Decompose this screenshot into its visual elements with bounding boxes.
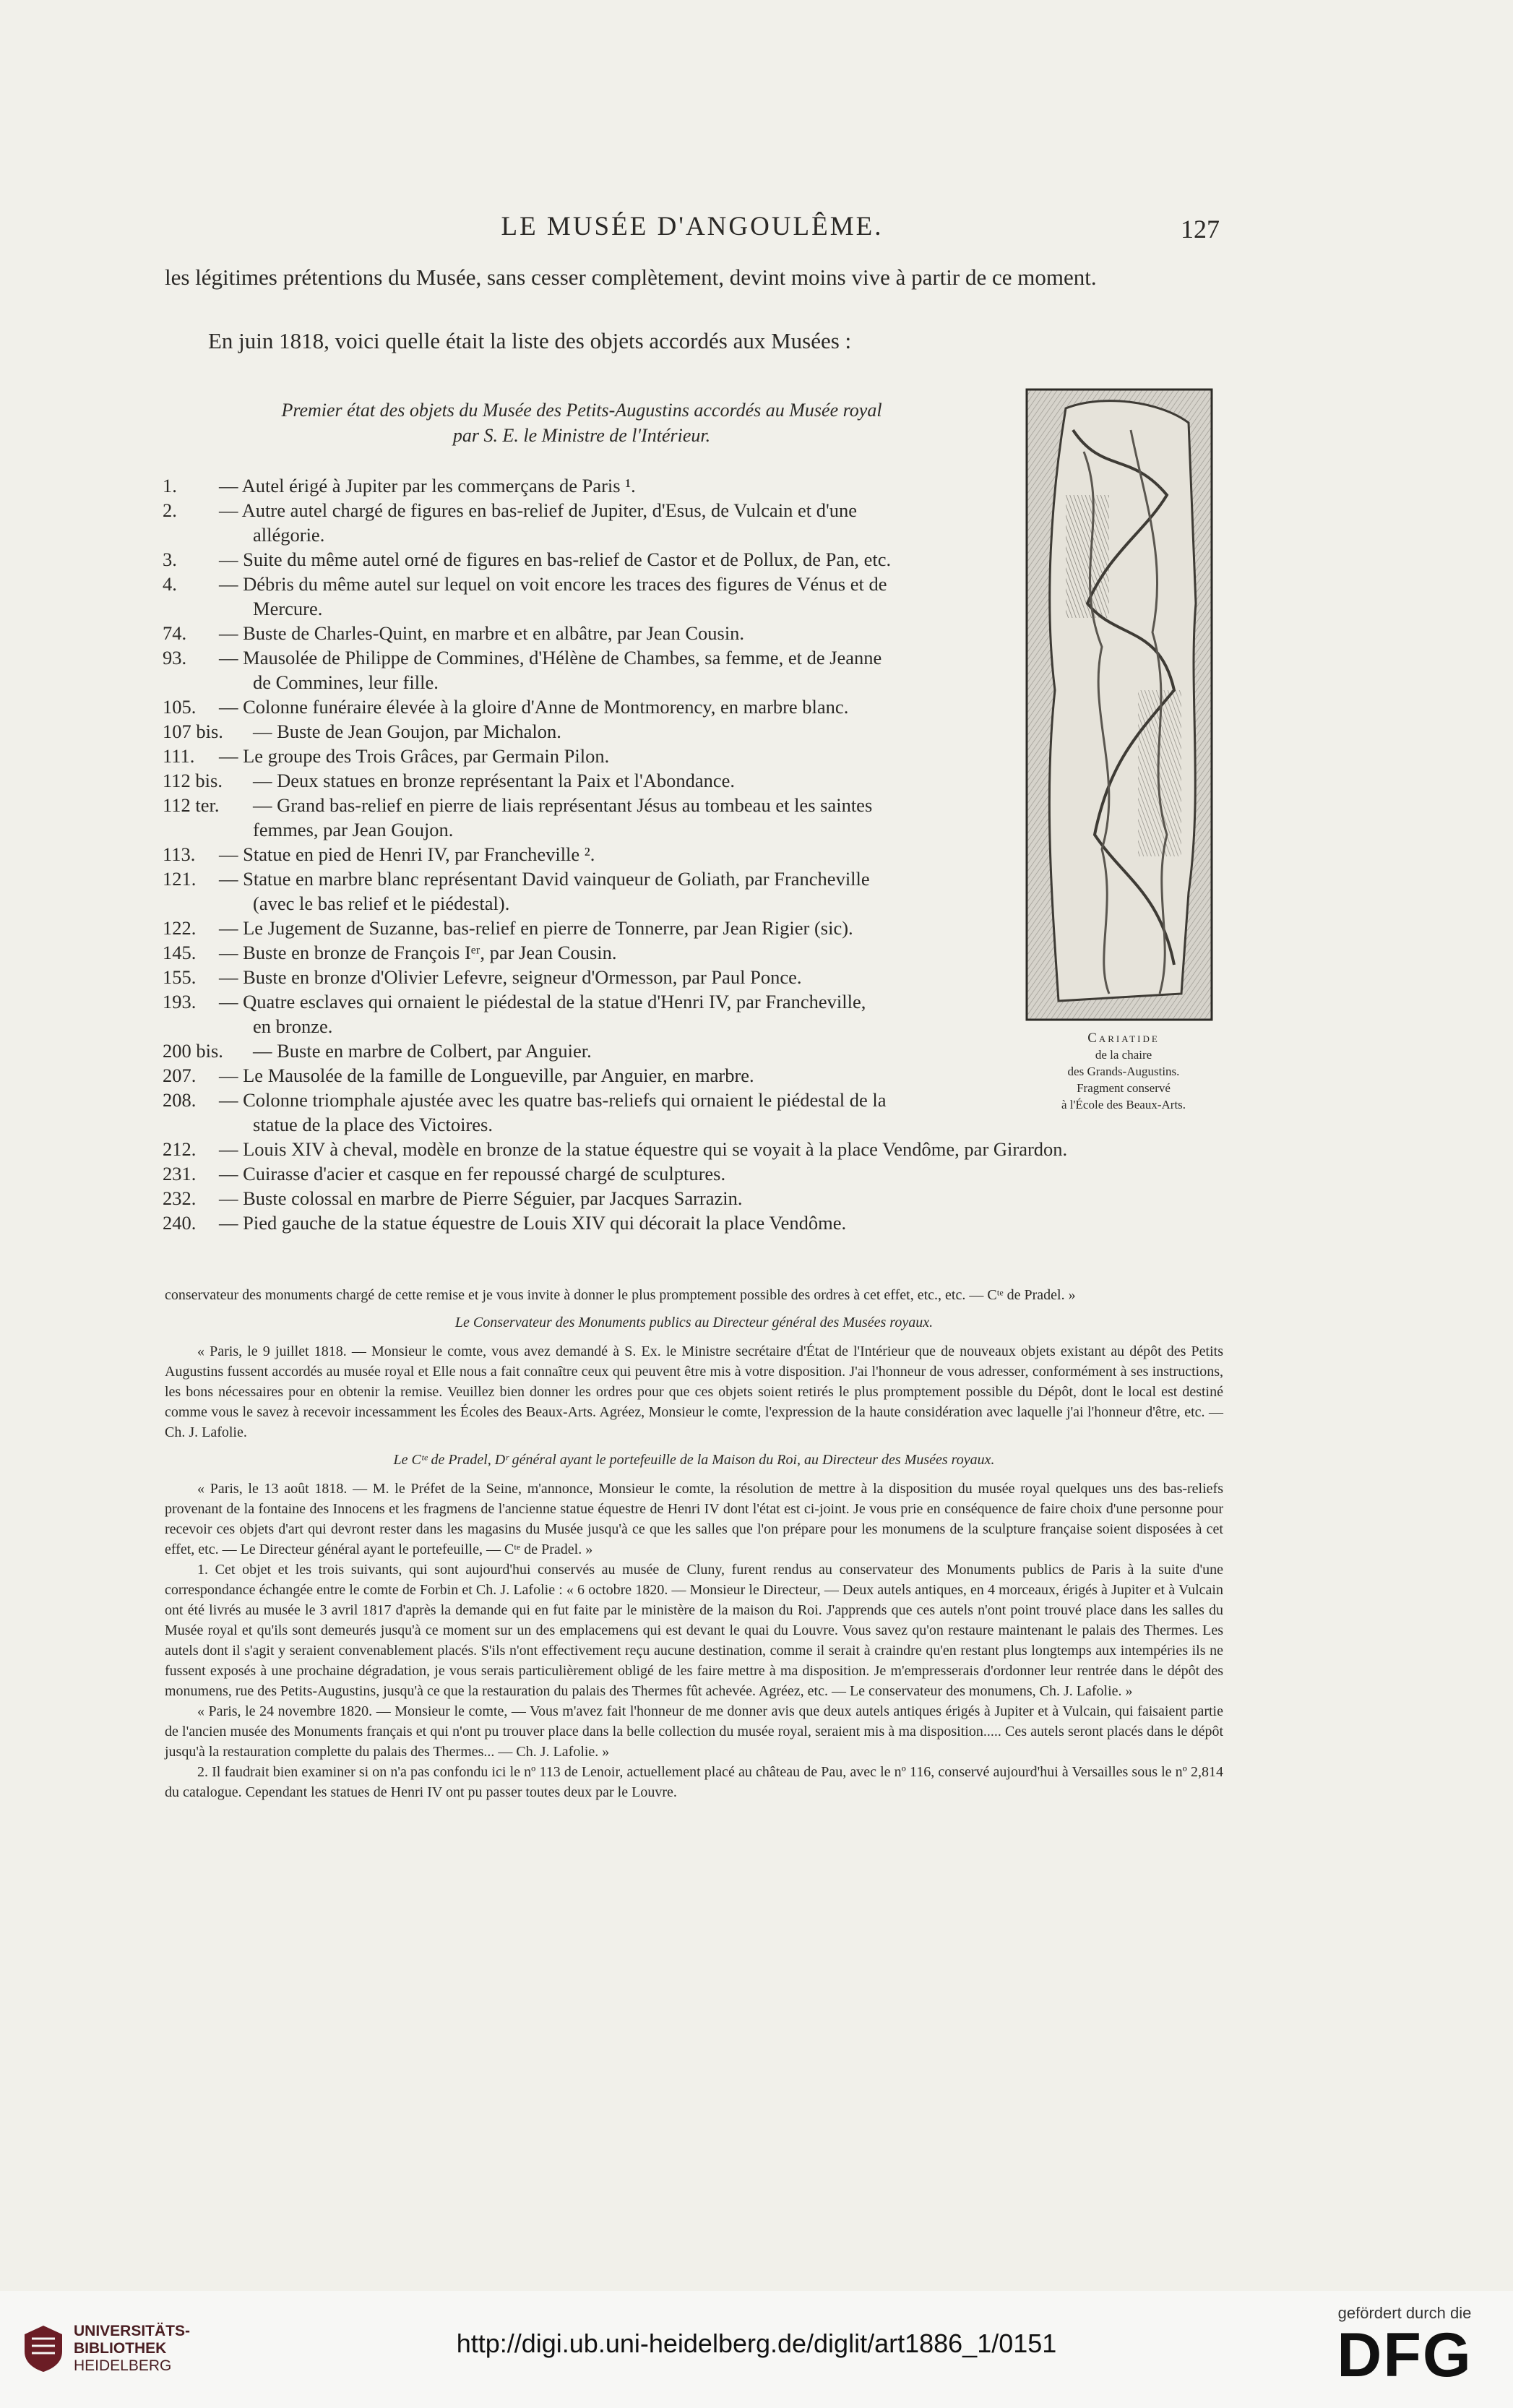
letter-heading-1: Le Conservateur des Monuments publics au Directeur général des Musées royaux. <box>454 1315 934 1330</box>
footnote-1: 1. Cet objet et les trois suivants, qui sont aujourd'hui conservés au musée de Cluny, furent rendus au conservateur des Monuments publics de Paris à la suite d'une correspondance échangée entre le comte de Forbin et Ch. J. Lafolie : « 6 octobre 1820. — Monsieur le Directeur, — Deux autels antiques, en 4 morceaux, érigés à Jupiter et à Vulcain ont été livrés au musée le 3 avril 1817 d'après la demande qui en fut faite par le ministère de la maison du Roi. J'apprends que ces autels n'ont point trouvé place dans les salles du Musée royal et qu'ils sont demeurés jusqu'à ce moment sur un des emplacemens qui est devant le quai du Louvre. Vous savez qu'on restaure maintenant le palais des Thermes. Les autels dont il s'agit y seraient convenablement placés. S'ils n'ont effectivement reçu aucune destination, comme il serait à craindre qu'en restant plus longtemps aux intempéries ils ne fussent exposés à une prochaine dégradation, je vous serais particulièrement obligé de les faire mettre à ma disposition. Je m'empresserais d'ordonner leur rentrée dans le dépôt des monumens, rue des Petits-Augustins, jusqu'à ce que la restauration du palais des Thermes fût achevée. Agréez, etc. — Le conservateur des monumens, Ch. J. Lafolie. » <box>165 1562 1223 1699</box>
item-number: 200 bis. <box>163 1040 223 1062</box>
permalink-url[interactable]: http://digi.ub.uni-heidelberg.de/diglit/art1886_1/0151 <box>456 2329 1057 2358</box>
item-number: 212. <box>163 1138 197 1160</box>
item-text: — Buste colossal en marbre de Pierre Séguier, par Jacques Sarrazin. <box>219 1187 743 1209</box>
item-text: — Le groupe des Trois Grâces, par Germain Pilon. <box>219 745 610 767</box>
item-text: — Buste de Jean Goujon, par Michalon. <box>253 721 561 742</box>
item-text: — Débris du même autel sur lequel on voit encore les traces des figures de Vénus et de <box>219 573 887 595</box>
figure-caption-line-2: des Grands-Augustins. <box>1067 1065 1180 1078</box>
item-text: — Cuirasse d'acier et casque en fer repoussé chargé de sculptures. <box>219 1163 726 1184</box>
item-number: 240. <box>163 1212 197 1234</box>
item-number: 1. <box>163 475 177 496</box>
library-name-line-2: BIBLIOTHEK <box>74 2340 167 2357</box>
item-number: 113. <box>163 843 196 865</box>
item-text: — Suite du même autel orné de figures en bas-relief de Castor et de Pollux, de Pan, etc. <box>219 549 892 570</box>
item-text: — Buste en bronze d'Olivier Lefevre, seigneur d'Ormesson, par Paul Ponce. <box>219 966 802 988</box>
item-number: 231. <box>163 1163 197 1184</box>
item-number: 208. <box>163 1089 197 1111</box>
item-text: — Pied gauche de la statue équestre de Louis XIV qui décorait la place Vendôme. <box>219 1212 847 1234</box>
item-text: — Autel érigé à Jupiter par les commerçans de Paris ¹. <box>219 475 636 496</box>
item-text: — Louis XIV à cheval, modèle en bronze de la statue équestre qui se voyait à la place Vendôme, par Girardon. <box>219 1138 1068 1160</box>
item-number: 122. <box>163 917 197 939</box>
item-number: 105. <box>163 696 197 718</box>
footnote-2: 2. Il faudrait bien examiner si on n'a pas confondu ici le nº 113 de Lenoir, actuellement placé au château de Pau, avec le nº 116, conservé aujourd'hui à Versailles sous le nº 2,814 du catalogue. Cependant les statues de Henri IV ont pu passer toutes deux par le Louvre. <box>165 1764 1223 1800</box>
library-name-line-3: HEIDELBERG <box>74 2357 172 2374</box>
item-number: 74. <box>163 622 187 644</box>
viewer-footer <box>0 2291 1513 2408</box>
item-text-continuation: (avec le bas relief et le piédestal). <box>253 893 510 914</box>
footnotes <box>165 1285 1223 1802</box>
item-text: — Buste de Charles-Quint, en marbre et en albâtre, par Jean Cousin. <box>219 622 745 644</box>
figure-caption-line-3: Fragment conservé <box>1077 1081 1171 1095</box>
item-text: — Deux statues en bronze représentant la Paix et l'Abondance. <box>253 770 736 791</box>
list-item <box>163 1211 1225 1235</box>
intro-paragraph-1: les légitimes prétentions du Musée, sans cesser complètement, devint moins vive à partir de ce moment. <box>165 265 1097 290</box>
item-text: — Grand bas-relief en pierre de liais représentant Jésus au tombeau et les saintes <box>253 794 873 816</box>
item-text-continuation: en bronze. <box>253 1015 333 1037</box>
item-number: 121. <box>163 868 197 890</box>
list-item <box>163 1161 1225 1186</box>
item-number: 155. <box>163 966 197 988</box>
item-number: 207. <box>163 1065 197 1086</box>
letter-2: « Paris, le 13 août 1818. — M. le Préfet de la Seine, m'annonce, Monsieur le comte, la résolution de mettre à la disposition du musée royal quelques uns des bas-reliefs provenant de la fontaine des Innocens et les fragmens de l'ancienne statue équestre de Henri IV dont l'état est ci-joint. Je vous prie en conséquence de faire choix d'une personne pour recevoir ces objets d'art qui devront rester dans les magasins du Musée jusqu'à ce que les salles que l'on prépare pour les monumens de la sculpture française soient disposées à cet effet, etc. — Le Directeur général ayant le portefeuille, — Cᵗᵉ de Pradel. » <box>165 1481 1223 1557</box>
note-continuation: conservateur des monuments chargé de cette remise et je vous invite à donner le plus promptement possible des ordres à cet effet, etc., etc. — Cᵗᵉ de Pradel. » <box>165 1287 1076 1303</box>
list-caption-line-2: par S. E. le Ministre de l'Intérieur. <box>452 425 711 446</box>
item-number: 107 bis. <box>163 721 223 742</box>
item-number: 111. <box>163 745 195 767</box>
item-text: — Autre autel chargé de figures en bas-relief de Jupiter, d'Esus, de Vulcain et d'une <box>219 499 858 521</box>
item-number: 112 bis. <box>163 770 223 791</box>
item-text-continuation: femmes, par Jean Goujon. <box>253 819 454 840</box>
footnote-1-letter: « Paris, le 24 novembre 1820. — Monsieur le comte, — Vous m'avez fait l'honneur de me donner avis que deux autels antiques érigés à Jupiter et à Vulcain, qui faisaient partie de l'ancien musée des Monuments français et qui n'ont pu trouver place dans la belle collection du musée royal, seraient mis à ma disposition..... Ces autels seront placés dans le dépôt jusqu'à la restauration complette du palais des Thermes... — Ch. J. Lafolie. » <box>165 1703 1223 1760</box>
item-text: — Buste en marbre de Colbert, par Anguier. <box>253 1040 592 1062</box>
list-caption-line-1: Premier état des objets du Musée des Petits-Augustins accordés au Musée royal <box>281 400 882 421</box>
figure-caption-title: Cariatide <box>1087 1031 1160 1046</box>
caryatid-engraving <box>1022 387 1216 1023</box>
intro-paragraph-2: En juin 1818, voici quelle était la liste des objets accordés aux Musées : <box>208 328 852 353</box>
item-text: — Colonne funéraire élevée à la gloire d'Anne de Montmorency, en marbre blanc. <box>219 696 849 718</box>
item-text: — Quatre esclaves qui ornaient le piédestal de la statue d'Henri IV, par Francheville, <box>219 991 866 1012</box>
letter-heading-2: Le Cᵗᵉ de Pradel, Dʳ général ayant le portefeuille de la Maison du Roi, au Directeur des Musées royaux. <box>393 1452 995 1468</box>
figure-caption-line-1: de la chaire <box>1095 1048 1152 1062</box>
item-number: 4. <box>163 573 177 595</box>
page-number: 127 <box>1181 215 1220 244</box>
figure-caption <box>1012 1030 1236 1113</box>
item-text-continuation: statue de la place des Victoires. <box>253 1114 493 1135</box>
letter-1: « Paris, le 9 juillet 1818. — Monsieur le comte, vous avez demandé à S. Ex. le Ministre secrétaire d'État de l'Intérieur que de nouveaux objets existant au dépôt des Petits Augustins fussent accordés au musée royal et Elle nous a fait connaître ceux qui peuvent être mis à votre disposition. J'ai l'honneur de vous adresser, conformément à ses instructions, les bons nécessaires pour en obtenir la remise. Veuillez bien donner les ordres pour que ces objets soient retirés le plus promptement possible du Dépôt, dont le local est destiné comme vous le savez à recevoir incessamment les Écoles des Beaux-Arts. Agréez, Monsieur le comte, l'expression de la haute considération avec laquelle j'ai l'honneur d'être, etc. — Ch. J. Lafolie. <box>165 1343 1223 1440</box>
item-number: 3. <box>163 549 177 570</box>
running-header <box>165 211 1220 247</box>
page-title: LE MUSÉE D'ANGOULÊME. <box>501 212 884 241</box>
item-text: — Statue en pied de Henri IV, par Francheville ². <box>219 843 595 865</box>
dfg-logo[interactable] <box>1325 2304 1484 2388</box>
item-text-continuation: allégorie. <box>253 524 325 546</box>
item-number: 2. <box>163 499 177 521</box>
dfg-wordmark: DFG <box>1337 2321 1473 2390</box>
item-text: — Statue en marbre blanc représentant David vainqueur de Goliath, par Francheville <box>219 868 870 890</box>
item-text: — Le Mausolée de la famille de Longueville, par Anguier, en marbre. <box>219 1065 754 1086</box>
item-text-continuation: de Commines, leur fille. <box>253 671 439 693</box>
list-caption <box>210 397 954 448</box>
item-number: 145. <box>163 942 197 963</box>
item-number: 112 ter. <box>163 794 220 816</box>
item-text: — Mausolée de Philippe de Commines, d'Hélène de Chambes, sa femme, et de Jeanne <box>219 647 882 668</box>
item-text: — Colonne triomphale ajustée avec les quatre bas-reliefs qui ornaient le piédestal de la <box>219 1089 887 1111</box>
library-name-line-1: UNIVERSITÄTS- <box>74 2323 191 2339</box>
item-number: 193. <box>163 991 197 1012</box>
item-text-continuation: Mercure. <box>253 598 323 619</box>
item-text: — Buste en bronze de François Iᵉʳ, par Jean Cousin. <box>219 942 617 963</box>
list-item <box>163 1186 1225 1211</box>
item-number: 232. <box>163 1187 197 1209</box>
figure-caption-line-4: à l'École des Beaux-Arts. <box>1061 1098 1186 1111</box>
list-item <box>163 1137 1225 1161</box>
item-text: — Le Jugement de Suzanne, bas-relief en pierre de Tonnerre, par Jean Rigier (sic). <box>219 917 853 939</box>
item-number: 93. <box>163 647 187 668</box>
dfg-funded-by: gefördert durch die <box>1337 2304 1472 2322</box>
